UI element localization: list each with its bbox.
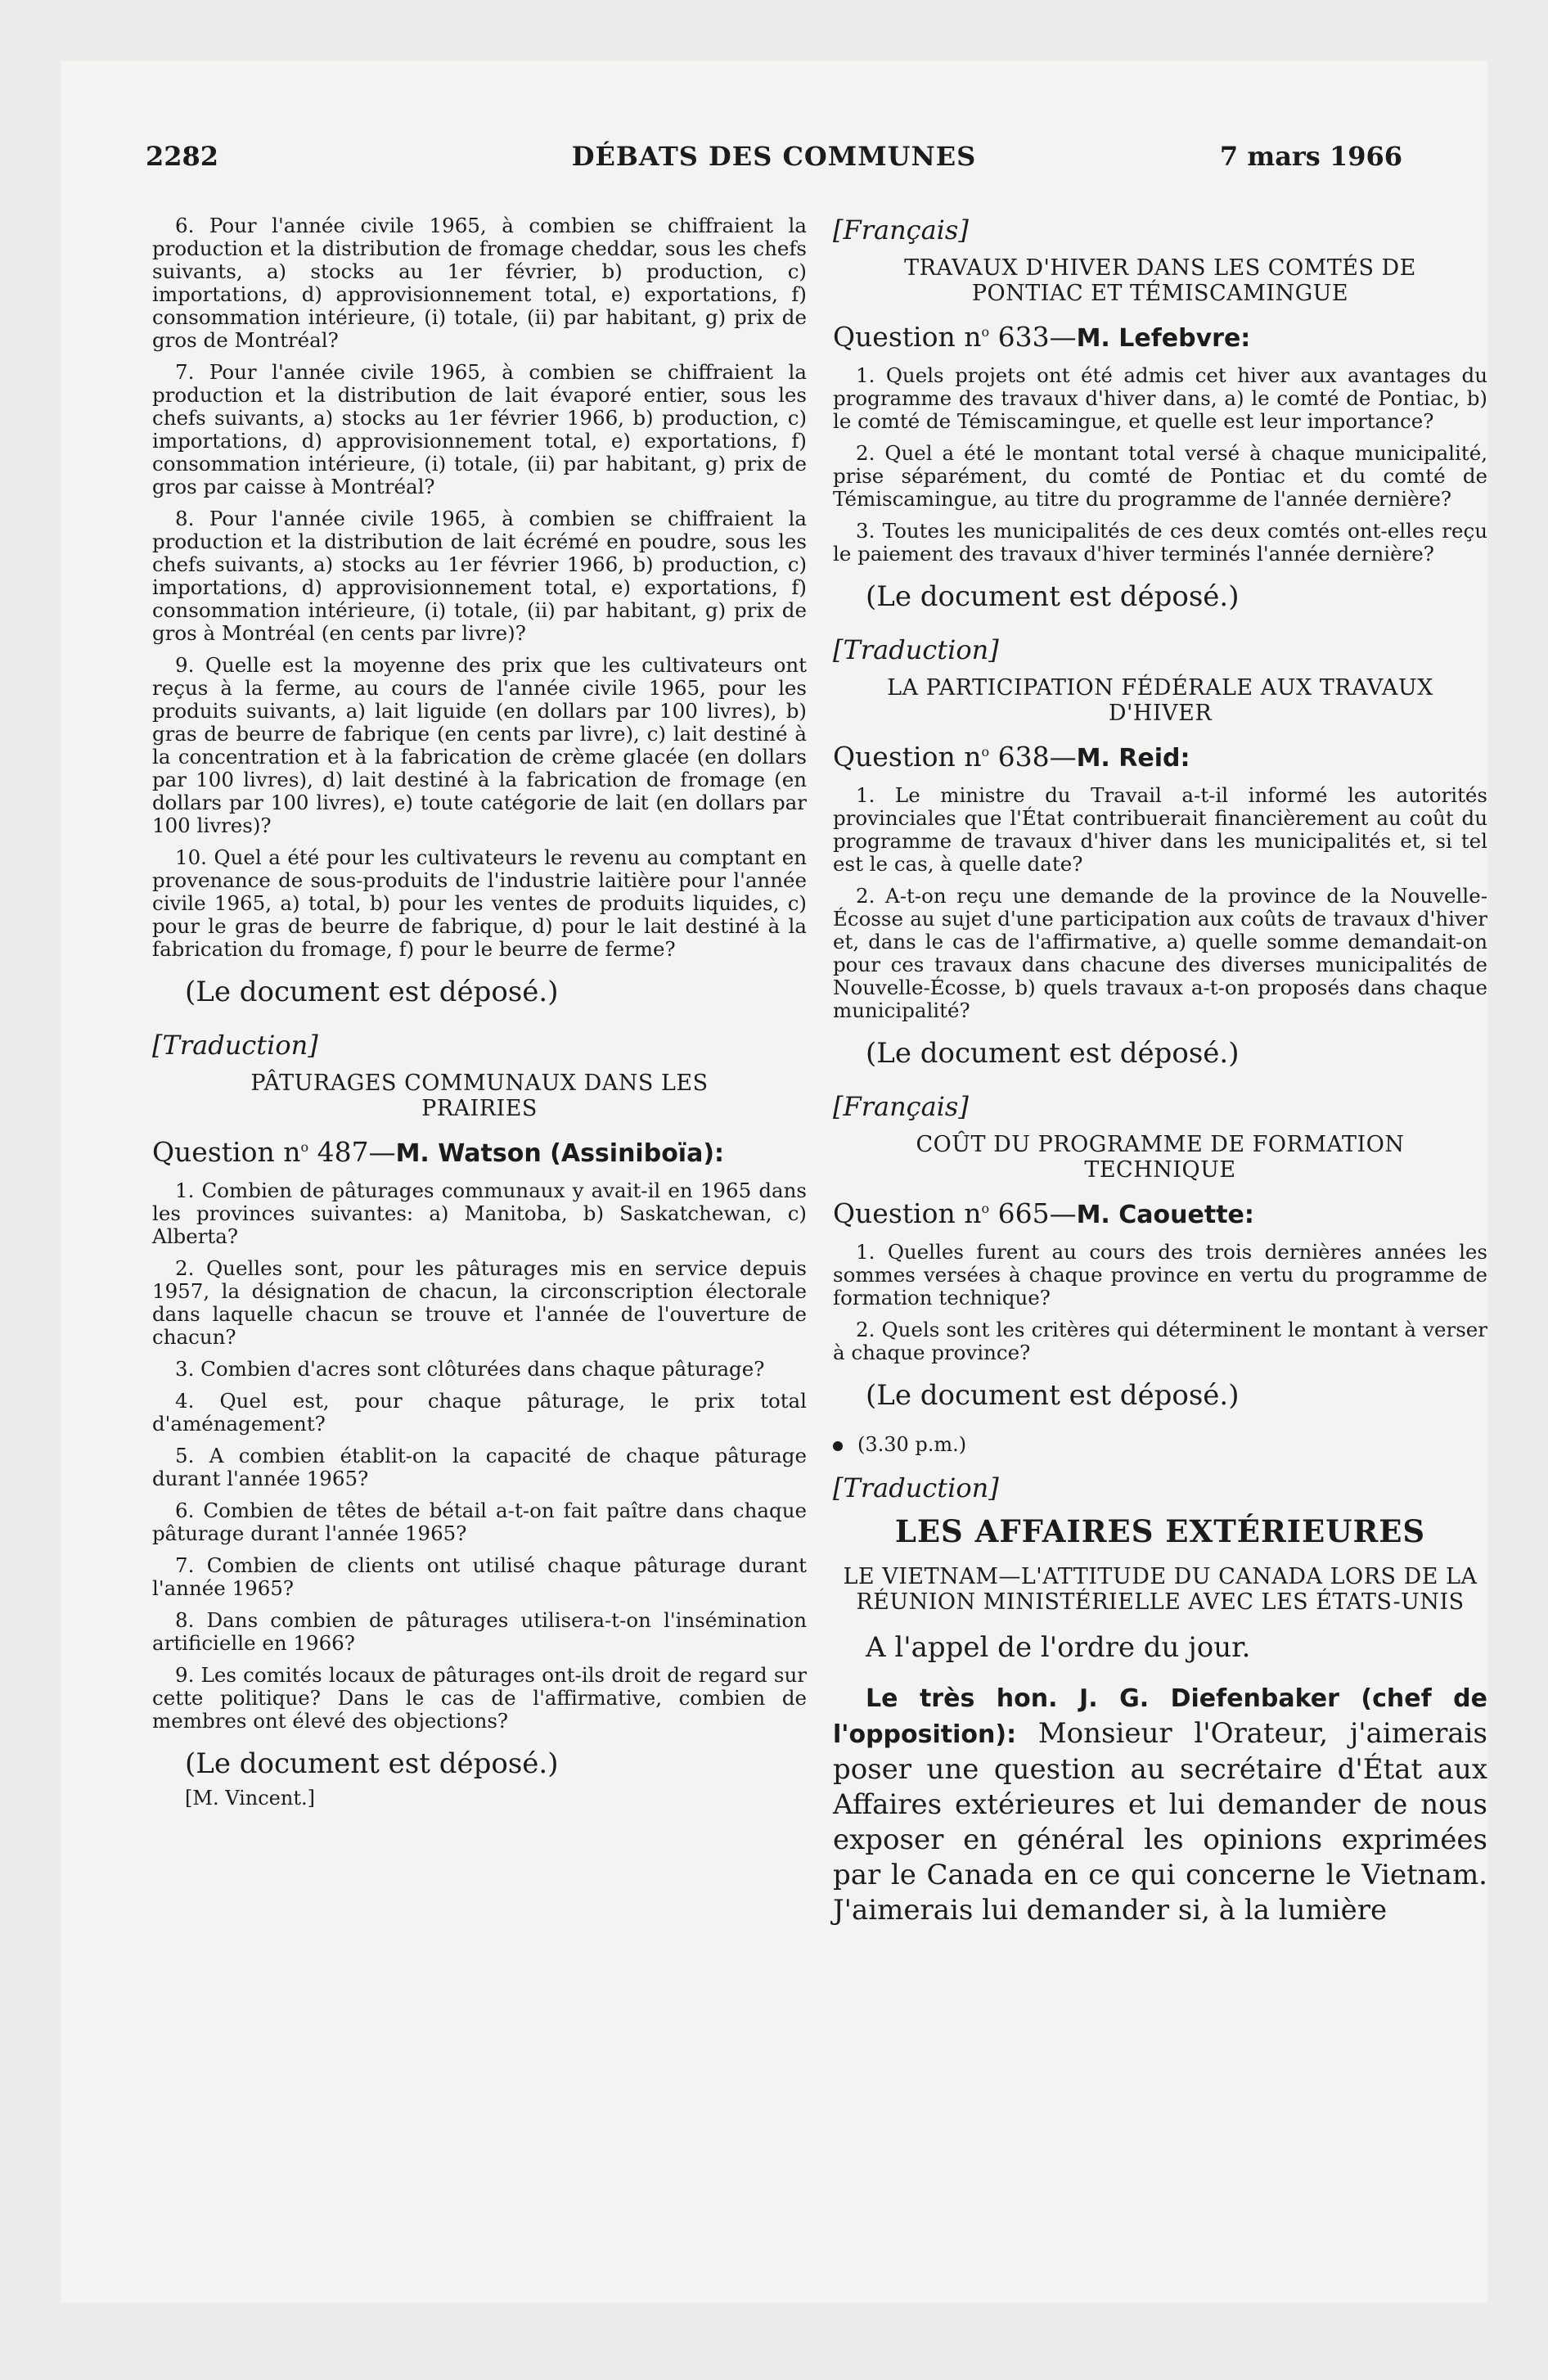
document-tabled-note: (Le document est déposé.): [185, 976, 559, 1008]
speech-paragraph: [833, 1680, 1487, 1928]
technical-training-questions: [833, 1241, 1487, 1364]
question-item: 8. Pour l'année civile 1965, à combien se chiffraient la production et la distribution de lait écrémé en poudre, sous les chefs suivants, a) stocks au 1er février 1966, b) production, c) importations, d) approvisionnement total, e) exportations, f) consommation intérieure, (i) totale, (ii) par habitant, g) prix de gros à Montréal (en cents par livre)?: [152, 507, 807, 645]
question-number: 665—: [989, 1197, 1077, 1229]
question-number: 633—: [989, 321, 1077, 353]
question-item: 2. Quelles sont, pour les pâturages mis en service depuis 1957, la désignation de chacun, la circonscription électorale dans laquelle chacun se trouve et l'année de l'ouverture de chacun?: [152, 1256, 807, 1349]
question-item: 3. Combien d'acres sont clôturées dans chaque pâturage?: [175, 1357, 765, 1381]
question-item: 3. Toutes les municipalités de ces deux comtés ont-elles reçu le paiement des travaux d'hiver terminés l'année dernière?: [833, 519, 1487, 566]
question-prefix: Question n: [152, 1136, 301, 1168]
member-name: M. Lefebvre:: [1076, 324, 1251, 353]
language-tag: [Traduction]: [833, 1472, 999, 1503]
language-tag: [Traduction]: [833, 634, 999, 665]
question-item: 9. Les comités locaux de pâturages ont-ils droit de regard sur cette politique? Dans le cas de l'affirmative, combien de membres ont élevé des objections?: [152, 1663, 807, 1733]
question-sup: o: [981, 1201, 990, 1216]
language-tag: [Français]: [833, 1091, 969, 1122]
page-date: 7 mars 1966: [1219, 141, 1402, 172]
page-title: DÉBATS DES COMMUNES: [571, 141, 977, 172]
question-header: [833, 741, 1487, 773]
winter-works-questions: [833, 364, 1487, 566]
section-heading: COÛT DU PROGRAMME DE FORMATION TECHNIQUE: [916, 1132, 1405, 1183]
question-header: [833, 321, 1487, 353]
speech-text: Monsieur l'Orateur, j'aimerais poser une question au secrétaire d'État aux Affaires extérieures et lui demander de nous exposer en général les opinions exprimées par le Canada en ce qui concerne le Vietnam. J'aimerais lui demander si, à la lumière: [833, 1717, 1487, 1927]
question-prefix: Question n: [833, 321, 982, 353]
dairy-questions: [152, 214, 807, 961]
language-tag: [Français]: [833, 214, 969, 246]
question-item: 9. Quelle est la moyenne des prix que les cultivateurs ont reçus à la ferme, au cours de l'année civile 1965, pour les produits suivants, a) lait liguide (en dollars par 100 livres), b) gras de beurre de fabrique (en cents par livre), c) lait destiné à la concentration et à la fabrication de crème glacée (en dollars par 100 livres), d) lait destiné à la fabrication de fromage (en dollars par 100 livres), e) toute catégorie de lait (en dollars par 100 livres)?: [152, 653, 807, 837]
document-tabled-note: (Le document est déposé.): [866, 580, 1240, 613]
question-item: 7. Pour l'année civile 1965, à combien se chiffraient la production et la distribution de lait évaporé entier, sous les chefs suivants, a) stocks au 1er février 1966, b) production, c) importations, d) approvisionnement total, e) exportations, f) consommation intérieure, (i) totale, (ii) par habitant, g) prix de gros par caisse à Montréal?: [152, 360, 807, 498]
order-of-day-note: A l'appel de l'ordre du jour.: [866, 1631, 1251, 1664]
time-stamp: [833, 1433, 1487, 1456]
member-name: M. Caouette:: [1076, 1201, 1254, 1229]
page-sheet: [61, 61, 1487, 2303]
question-header: [152, 1136, 807, 1168]
section-heading: LA PARTICIPATION FÉDÉRALE AUX TRAVAUX D'HIVER: [887, 675, 1433, 726]
question-item: 6. Pour l'année civile 1965, à combien se chiffraient la production et la distribution de fromage cheddar, sous les chefs suivants, a) stocks au 1er février, b) production, c) importations, d) approvisionnement total, e) exportations, f) consommation intérieure, (i) totale, (ii) par habitant, g) prix de gros de Montréal?: [152, 214, 807, 352]
page-number: 2282: [146, 141, 219, 172]
question-item: 8. Dans combien de pâturages utilisera-t-on l'insémination artificielle en 1966?: [152, 1608, 807, 1655]
section-heading: TRAVAUX D'HIVER DANS LES COMTÉS DE PONTIAC ET TÉMISCAMINGUE: [904, 255, 1416, 306]
question-header: [833, 1197, 1487, 1229]
document-tabled-note: (Le document est déposé.): [866, 1037, 1240, 1070]
federal-participation-questions: [833, 784, 1487, 1022]
question-item: 2. Quel a été le montant total versé à chaque municipalité, prise séparément, du comté de Pontiac et du comté de Témiscamingue, au titre du programme de l'année dernière?: [833, 441, 1487, 511]
bullet-icon: [833, 1441, 843, 1451]
question-item: 2. A-t-on reçu une demande de la province de la Nouvelle-Écosse au sujet d'une participation aux coûts de travaux d'hiver et, dans le cas de l'affirmative, a) quelle somme demandait-on pour ces travaux dans chacune des diverses municipalités de Nouvelle-Écosse, b) quels travaux a-t-on proposés dans chaque municipalité?: [833, 884, 1487, 1022]
page-header: [146, 141, 1402, 190]
section-heading: PÂTURAGES COMMUNAUX DANS LES PRAIRIES: [250, 1071, 709, 1121]
member-name: M. Watson (Assiniboïa):: [395, 1139, 725, 1168]
question-item: 6. Combien de têtes de bétail a-t-on fait paître dans chaque pâturage durant l'année 1965?: [152, 1499, 807, 1545]
question-item: 10. Quel a été pour les cultivateurs le revenu au comptant en provenance de sous-produits de l'industrie laitière pour l'année civile 1965, a) total, b) pour les ventes de produits liquides, c) pour le gras de beurre de fabrique, d) pour le lait destiné à la fabrication du fromage, f) pour le beurre de ferme?: [152, 845, 807, 961]
question-item: 7. Combien de clients ont utilisé chaque pâturage durant l'année 1965?: [152, 1553, 807, 1600]
question-item: 1. Quels projets ont été admis cet hiver aux avantages du programme des travaux d'hiver dans, a) le comté de Pontiac, b) le comté de Témiscamingue, et quelle est leur importance?: [833, 363, 1487, 433]
question-item: 4. Quel est, pour chaque pâturage, le prix total d'aménagement?: [152, 1389, 807, 1436]
question-item: 5. A combien établit-on la capacité de chaque pâturage durant l'année 1965?: [152, 1444, 807, 1490]
question-item: 1. Le ministre du Travail a-t-il informé les autorités provinciales que l'État contribuerait financièrement au coût du programme de travaux d'hiver dans les municipalités et, si tel est le cas, à quelle date?: [833, 783, 1487, 876]
document-tabled-note: (Le document est déposé.): [185, 1747, 559, 1780]
member-name: M. Reid:: [1076, 744, 1190, 773]
language-tag: [Traduction]: [152, 1030, 318, 1061]
question-prefix: Question n: [833, 741, 982, 773]
question-number: 638—: [989, 741, 1077, 773]
question-sup: o: [300, 1139, 309, 1155]
section-subheading: LE VIETNAM—L'ATTITUDE DU CANADA LORS DE LA RÉUNION MINISTÉRIELLE AVEC LES ÉTATS-UNIS: [843, 1564, 1478, 1615]
question-item: 1. Combien de pâturages communaux y avait-il en 1965 dans les provinces suivantes: a) Manitoba, b) Saskatchewan, c) Alberta?: [152, 1179, 807, 1248]
document-tabled-note: (Le document est déposé.): [866, 1379, 1240, 1412]
question-item: 1. Quelles furent au cours des trois dernières années les sommes versées à chaque province en vertu du programme de formation technique?: [833, 1240, 1487, 1309]
pasture-questions: [152, 1179, 807, 1733]
speaker-name: Le très hon. J. G. Diefenbaker (chef de l'opposition):: [833, 1684, 1487, 1749]
question-prefix: Question n: [833, 1197, 982, 1229]
time-text: (3.30 p.m.): [857, 1433, 967, 1456]
question-sup: o: [981, 744, 990, 760]
question-number: 487—: [308, 1136, 396, 1168]
left-column: [152, 214, 807, 1810]
speaker-signoff: [M. Vincent.]: [185, 1787, 315, 1810]
question-item: 2. Quels sont les critères qui déterminent le montant à verser à chaque province?: [833, 1318, 1487, 1364]
major-heading: LES AFFAIRES EXTÉRIEURES: [894, 1513, 1426, 1549]
right-column: [833, 214, 1487, 1928]
question-sup: o: [981, 324, 990, 340]
